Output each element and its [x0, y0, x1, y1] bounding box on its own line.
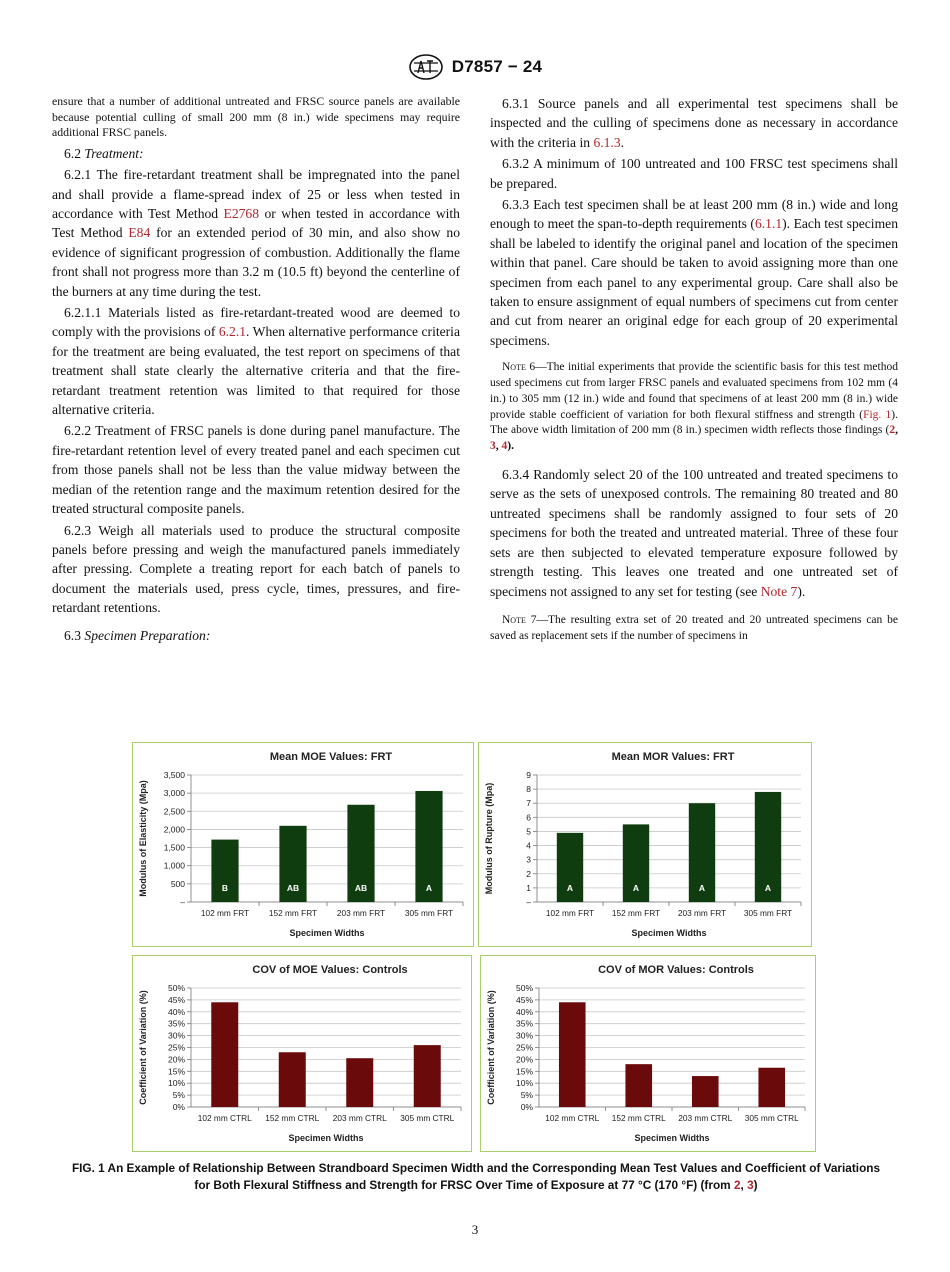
y-tick-label: 3 [526, 854, 531, 865]
paragraph-6-2-1: 6.2.1 The fire-retardant treatment shall be impregnated into the panel and shall provide a flame-spread index of 25 or less when tested in accordance with Test Method E2768 or when tested in accordance with Test Method E84 for an extended period of 30 min, and also show no evidence of significant progression of combustion. Additionally the flame front shall not progress more than 3.2 m (10.5 ft) beyond the centerline of the burners at any time during the test. [52, 167, 460, 299]
y-tick-label: 35% [515, 1018, 533, 1029]
section-6-2-heading: 6.2 Treatment: [64, 145, 144, 161]
chart-title: Mean MOE Values: FRT [269, 751, 393, 763]
paragraph-6-2-3: 6.2.3 Weigh all materials used to produce the structural composite panels before pressing and weigh the manufactured panels immediately after pressing. Complete a treating report for each batch of panels to document the materials used, press cycle, times, pressures, and fire-retardant retentions. [52, 522, 460, 616]
link-e2768[interactable]: E2768 [223, 206, 260, 221]
chart-mean-mor-frt [478, 742, 812, 947]
bar [346, 1058, 373, 1107]
left-column [52, 94, 460, 647]
y-tick-label: – [526, 897, 531, 907]
y-tick-label: 30% [515, 1030, 533, 1041]
y-tick-label: 40% [515, 1006, 533, 1017]
x-axis-label: Specimen Widths [288, 1133, 364, 1143]
chart-title: COV of MOR Values: Controls [598, 964, 754, 976]
y-tick-label: 25% [167, 1042, 185, 1053]
y-axis-label: Modulus of Rupture (Mpa) [484, 782, 494, 895]
y-tick-label: 2,500 [163, 806, 185, 817]
y-tick-label: 20% [515, 1054, 533, 1065]
x-tick-label: 305 mm FRT [743, 908, 793, 918]
y-axis-label: Coefficient of Variation (%) [138, 990, 148, 1105]
bar [414, 1045, 441, 1107]
bar [758, 1068, 785, 1107]
page-number: 3 [471, 1222, 479, 1237]
paragraph-6-3-3: 6.3.3 Each test specimen shall be at least 200 mm (8 in.) wide and long enough to meet the span-to-depth requirements (6.1.1). Each test specimen shall be labeled to identify the original panel and location of the specimen within that panel. Care should be taken to avoid assigning more than one specimen from each panel to any experimental group. Care shall also be taken to ensure assignment of equal numbers of specimens cut from center and cut from nearer an original edge for each group of 20 experimental specimens. [490, 197, 898, 348]
chart-mean-mor-frt-svg [479, 743, 811, 946]
y-tick-label: 10% [167, 1078, 185, 1089]
link-6-1-3[interactable]: 6.1.3 [593, 134, 621, 150]
y-tick-label: 50% [515, 983, 533, 993]
x-tick-label: 102 mm CTRL [545, 1113, 600, 1123]
y-tick-label: 3,500 [163, 770, 185, 780]
x-tick-label: 102 mm FRT [545, 908, 595, 918]
paragraph-6-2-2: 6.2.2 Treatment of FRSC panels is done during panel manufacture. The fire-retardant retention level of every treated panel and each specimen cut from those panels shall not be less than the value midway between the median of the retention range and the maximum retention desired for the treated structural composite panels. [52, 423, 460, 517]
y-tick-label: 1,500 [163, 842, 185, 853]
bar-label: A [698, 883, 706, 893]
chart-cov-moe-controls-svg [133, 956, 471, 1151]
paragraph-6-3-4: 6.3.4 Randomly select 20 of the 100 untreated and treated specimens to serve as the sets of unexposed controls. The remaining 80 treated and 80 untreated specimens shall be randomly assigned to four sets of 20 specimens for both the treated and untreated material. Three of these four sets are then subjected to elevated temperature exposure followed by strength testing. This leaves one treated and one untreated set of specimens not assigned to any set for testing (see Note 7). [490, 467, 898, 599]
x-tick-label: 152 mm FRT [268, 908, 318, 918]
x-tick-label: 203 mm FRT [336, 908, 386, 918]
astm-logo-icon [408, 54, 444, 80]
section-6-3-heading: 6.3 Specimen Preparation: [64, 627, 211, 643]
x-tick-label: 152 mm FRT [611, 908, 661, 918]
y-tick-label: 35% [167, 1018, 185, 1029]
y-tick-label: 0% [172, 1102, 185, 1112]
y-tick-label: 8 [526, 784, 531, 795]
x-tick-label: 305 mm CTRL [744, 1113, 799, 1123]
y-tick-label: 5 [526, 826, 531, 837]
paragraph-6-2-1-1: 6.2.1.1 Materials listed as fire-retardant-treated wood are deemed to comply with the provisions of 6.2.1. When alternative performance criteria for the treatment are being evaluated, the test report on specimens of that treatment shall state clearly the alternative criteria and that the fire-retardant treatment retention was limited to that required for those alternative criteria. [52, 305, 460, 418]
x-axis-label: Specimen Widths [634, 1133, 710, 1143]
link-note-7[interactable]: Note 7 [760, 583, 798, 599]
y-tick-label: 0% [520, 1102, 533, 1112]
x-axis-label: Specimen Widths [289, 928, 365, 938]
right-column [490, 94, 898, 655]
y-tick-label: 45% [167, 994, 185, 1005]
y-tick-label: 5% [520, 1090, 533, 1101]
y-tick-label: 50% [167, 983, 185, 993]
chart-title: Mean MOR Values: FRT [611, 751, 735, 763]
y-tick-label: 45% [515, 994, 533, 1005]
x-tick-label: 203 mm FRT [677, 908, 727, 918]
bar-label: AB [354, 883, 368, 893]
link-6-2-1[interactable]: 6.2.1 [218, 324, 247, 340]
x-tick-label: 203 mm CTRL [678, 1113, 733, 1123]
caption-ref-3[interactable]: 3 [747, 1178, 754, 1192]
chart-cov-mor-controls-svg [481, 956, 815, 1151]
y-tick-label: 5% [172, 1090, 185, 1101]
y-tick-label: 3,000 [163, 788, 185, 799]
y-tick-label: 25% [515, 1042, 533, 1053]
bar [279, 1052, 306, 1107]
y-tick-label: 9 [526, 770, 531, 780]
x-tick-label: 102 mm FRT [200, 908, 250, 918]
chart-cov-mor-controls [480, 955, 816, 1152]
chart-title: COV of MOE Values: Controls [252, 964, 408, 976]
bar-label: AB [286, 883, 300, 893]
link-e84[interactable]: E84 [128, 225, 151, 241]
y-tick-label: 15% [167, 1066, 185, 1077]
y-tick-label: 1 [526, 882, 531, 893]
x-tick-label: 305 mm CTRL [400, 1113, 455, 1123]
ref-2[interactable]: 2 [889, 424, 896, 437]
x-axis-label: Specimen Widths [631, 928, 707, 938]
link-6-1-1[interactable]: 6.1.1 [754, 216, 783, 232]
bar [211, 1002, 238, 1107]
y-tick-label: 30% [167, 1030, 185, 1041]
y-tick-label: 15% [515, 1066, 533, 1077]
intro-paragraph: ensure that a number of additional untreated and FRSC source panels are available because potential culling of small 200 mm (8 in.) wide specimens may require additional FRSC panels. [52, 94, 460, 140]
link-fig-1[interactable]: Fig. 1 [863, 408, 892, 421]
y-tick-label: 10% [515, 1078, 533, 1089]
bar [625, 1064, 652, 1107]
y-tick-label: 1,000 [163, 860, 185, 871]
y-tick-label: 6 [526, 812, 531, 823]
y-tick-label: 40% [167, 1006, 185, 1017]
page-header [0, 52, 950, 82]
chart-cov-moe-controls [132, 955, 472, 1152]
y-tick-label: 2,000 [163, 824, 185, 835]
x-tick-label: 102 mm CTRL [197, 1113, 252, 1123]
bar [692, 1076, 719, 1107]
x-tick-label: 152 mm CTRL [611, 1113, 666, 1123]
paragraph-6-3-2: 6.3.2 A minimum of 100 untreated and 100 FRSC test specimens shall be prepared. [490, 156, 898, 191]
chart-mean-moe-frt [132, 742, 474, 947]
y-axis-label: Coefficient of Variation (%) [486, 990, 496, 1105]
y-tick-label: – [180, 897, 185, 907]
designation: D7857 − 24 [451, 57, 543, 76]
y-axis-label: Modulus of Elasticity (Mpa) [138, 780, 148, 897]
bar-label: A [632, 883, 640, 893]
bar [559, 1002, 586, 1107]
y-tick-label: 7 [526, 798, 531, 809]
y-tick-label: 500 [170, 878, 185, 889]
paragraph-6-3-1: 6.3.1 Source panels and all experimental test specimens shall be inspected and the culling of specimens done as necessary in accordance with the criteria in 6.1.3. [490, 96, 898, 150]
caption-ref-2[interactable]: 2 [733, 1178, 741, 1192]
x-tick-label: 305 mm FRT [404, 908, 454, 918]
y-tick-label: 20% [167, 1054, 185, 1065]
chart-mean-moe-frt-svg [133, 743, 473, 946]
bar-label: A [425, 883, 433, 893]
x-tick-label: 203 mm CTRL [332, 1113, 387, 1123]
y-tick-label: 2 [526, 868, 531, 879]
bar-label: A [764, 883, 772, 893]
x-tick-label: 152 mm CTRL [265, 1113, 320, 1123]
bar-label: A [566, 883, 574, 893]
note-7: Note 7—The resulting extra set of 20 treated and 20 untreated specimens can be saved as replacement sets if the number of specimens in [490, 613, 898, 642]
y-tick-label: 4 [526, 840, 531, 851]
note-6: Note 6—The initial experiments that provide the scientific basis for this test method used specimens cut from larger FRSC panels and evaluated specimens from 102 mm (4 in.) to 305 mm (12 in.) wide and found that specimens of at least 200 mm (8 in.) wide provide stable coefficient of variation for both flexural stiffness and strength (Fig. 1). The above width limitation of 200 mm (8 in.) specimen width reflects those findings (2, 3, 4). [490, 361, 899, 453]
figure-caption: FIG. 1 An Example of Relationship Between Strandboard Specimen Width and the Corresponding Mean Test Values and Coefficient of Variations for Both Flexural Stiffness and Strength for FRSC Over Time of Exposure at 77 °C (170 °F) (from 2, 3) [71, 1161, 881, 1192]
ref-4[interactable]: 4 [501, 440, 508, 453]
bar-label: B [221, 883, 229, 893]
ref-3[interactable]: 3 [490, 440, 496, 453]
